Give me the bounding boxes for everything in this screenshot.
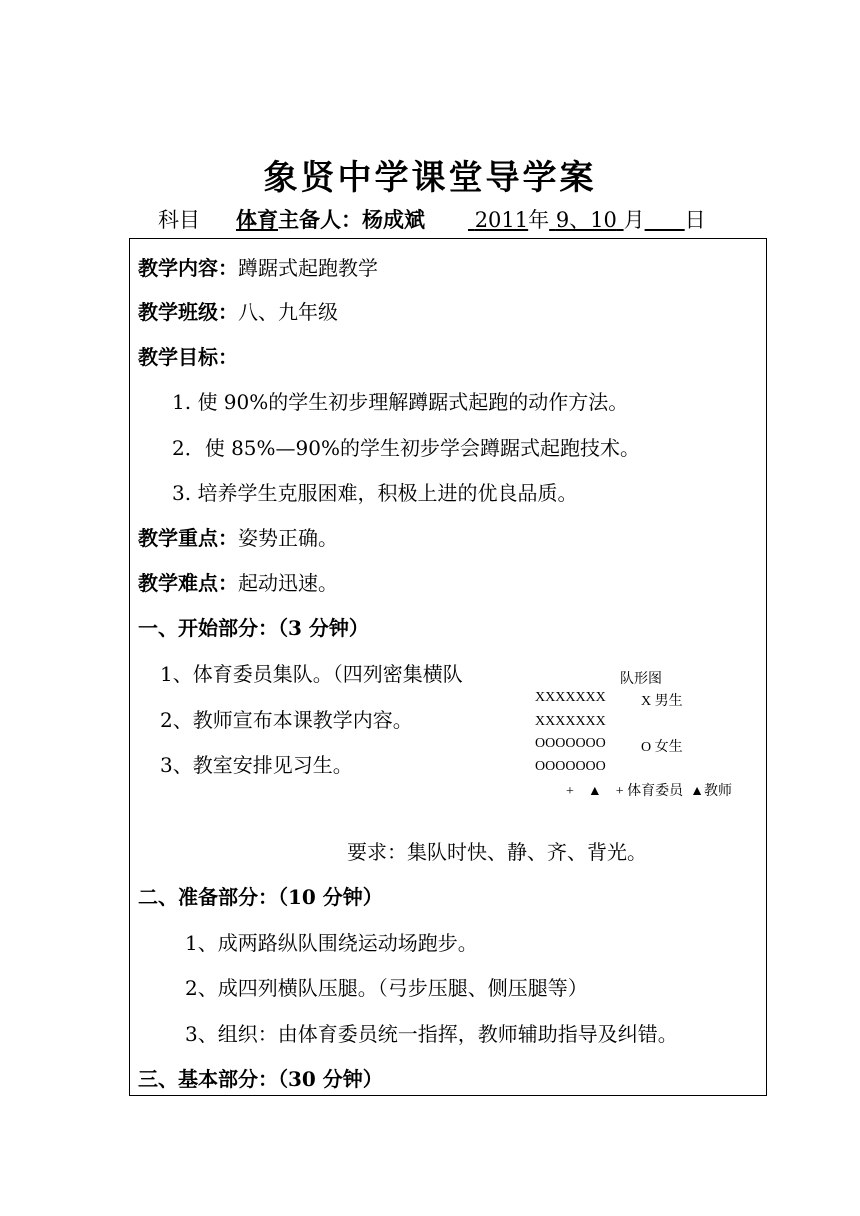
header-subject-preparer [236, 204, 425, 234]
year-unit: 年 [528, 208, 550, 232]
goal-item: 1. 使 90%的学生初步理解蹲踞式起跑的动作方法。 [172, 390, 629, 414]
part1-item: 2、教师宣布本课教学内容。 [160, 708, 413, 732]
formation-row: OOOOOOO [535, 736, 606, 751]
header-date [468, 204, 706, 234]
part1-item: 3、教室安排见习生。 [160, 753, 353, 777]
formation-row: OOOOOOO [535, 759, 606, 774]
month-value: 9、10 [555, 208, 617, 232]
subject-value: 体育 [236, 207, 278, 232]
part2-heading: 二、准备部分：（10 分钟） [138, 885, 383, 909]
formation-legend: O 女生 [641, 740, 683, 755]
part3-heading: 三、基本部分：（30 分钟） [138, 1067, 383, 1091]
day-unit: 日 [684, 208, 706, 232]
part1-requirement: 要求：集队时快、静、齐、背光。 [347, 840, 647, 864]
year-value: 2011 [474, 208, 529, 232]
part2-item: 2、成四列横队压腿。（弓步压腿、侧压腿等） [185, 976, 588, 1000]
difficult-point: 教学难点：起动迅速。 [138, 571, 338, 595]
part1-item: 1、体育委员集队。（四列密集横队 [160, 662, 463, 686]
formation-legend: X 男生 [641, 694, 683, 709]
day-blank [645, 208, 685, 232]
part1-heading: 一、开始部分：（3 分钟） [138, 616, 369, 640]
part2-item: 1、成两路纵队围绕运动场跑步。 [185, 931, 478, 955]
teaching-content: 教学内容：蹲踞式起跑教学 [138, 256, 378, 280]
preparer-name: 杨成斌 [362, 207, 425, 232]
part2-item: 3、组织：由体育委员统一指挥，教师辅助指导及纠错。 [185, 1022, 678, 1046]
formation-legend-line: + ▲ + 体育委员 ▲教师 [566, 784, 733, 799]
preparer-label: 主备人： [278, 207, 362, 232]
goal-item: 3. 培养学生克服困难，积极上进的优良品质。 [172, 481, 578, 505]
formation-row: XXXXXXX [535, 690, 606, 705]
page-title: 象贤中学课堂导学案 [263, 158, 597, 198]
formation-title: 队形图 [620, 672, 662, 687]
goals-label: 教学目标： [138, 345, 238, 369]
month-unit: 月 [623, 208, 645, 232]
formation-row: XXXXXXX [535, 714, 606, 729]
subject-label: 科目 [158, 208, 200, 232]
key-point: 教学重点：姿势正确。 [138, 526, 338, 550]
teaching-class: 教学班级：八、九年级 [138, 300, 338, 324]
goal-item: 2．使 85%—90%的学生初步学会蹲踞式起跑技术。 [172, 436, 640, 460]
